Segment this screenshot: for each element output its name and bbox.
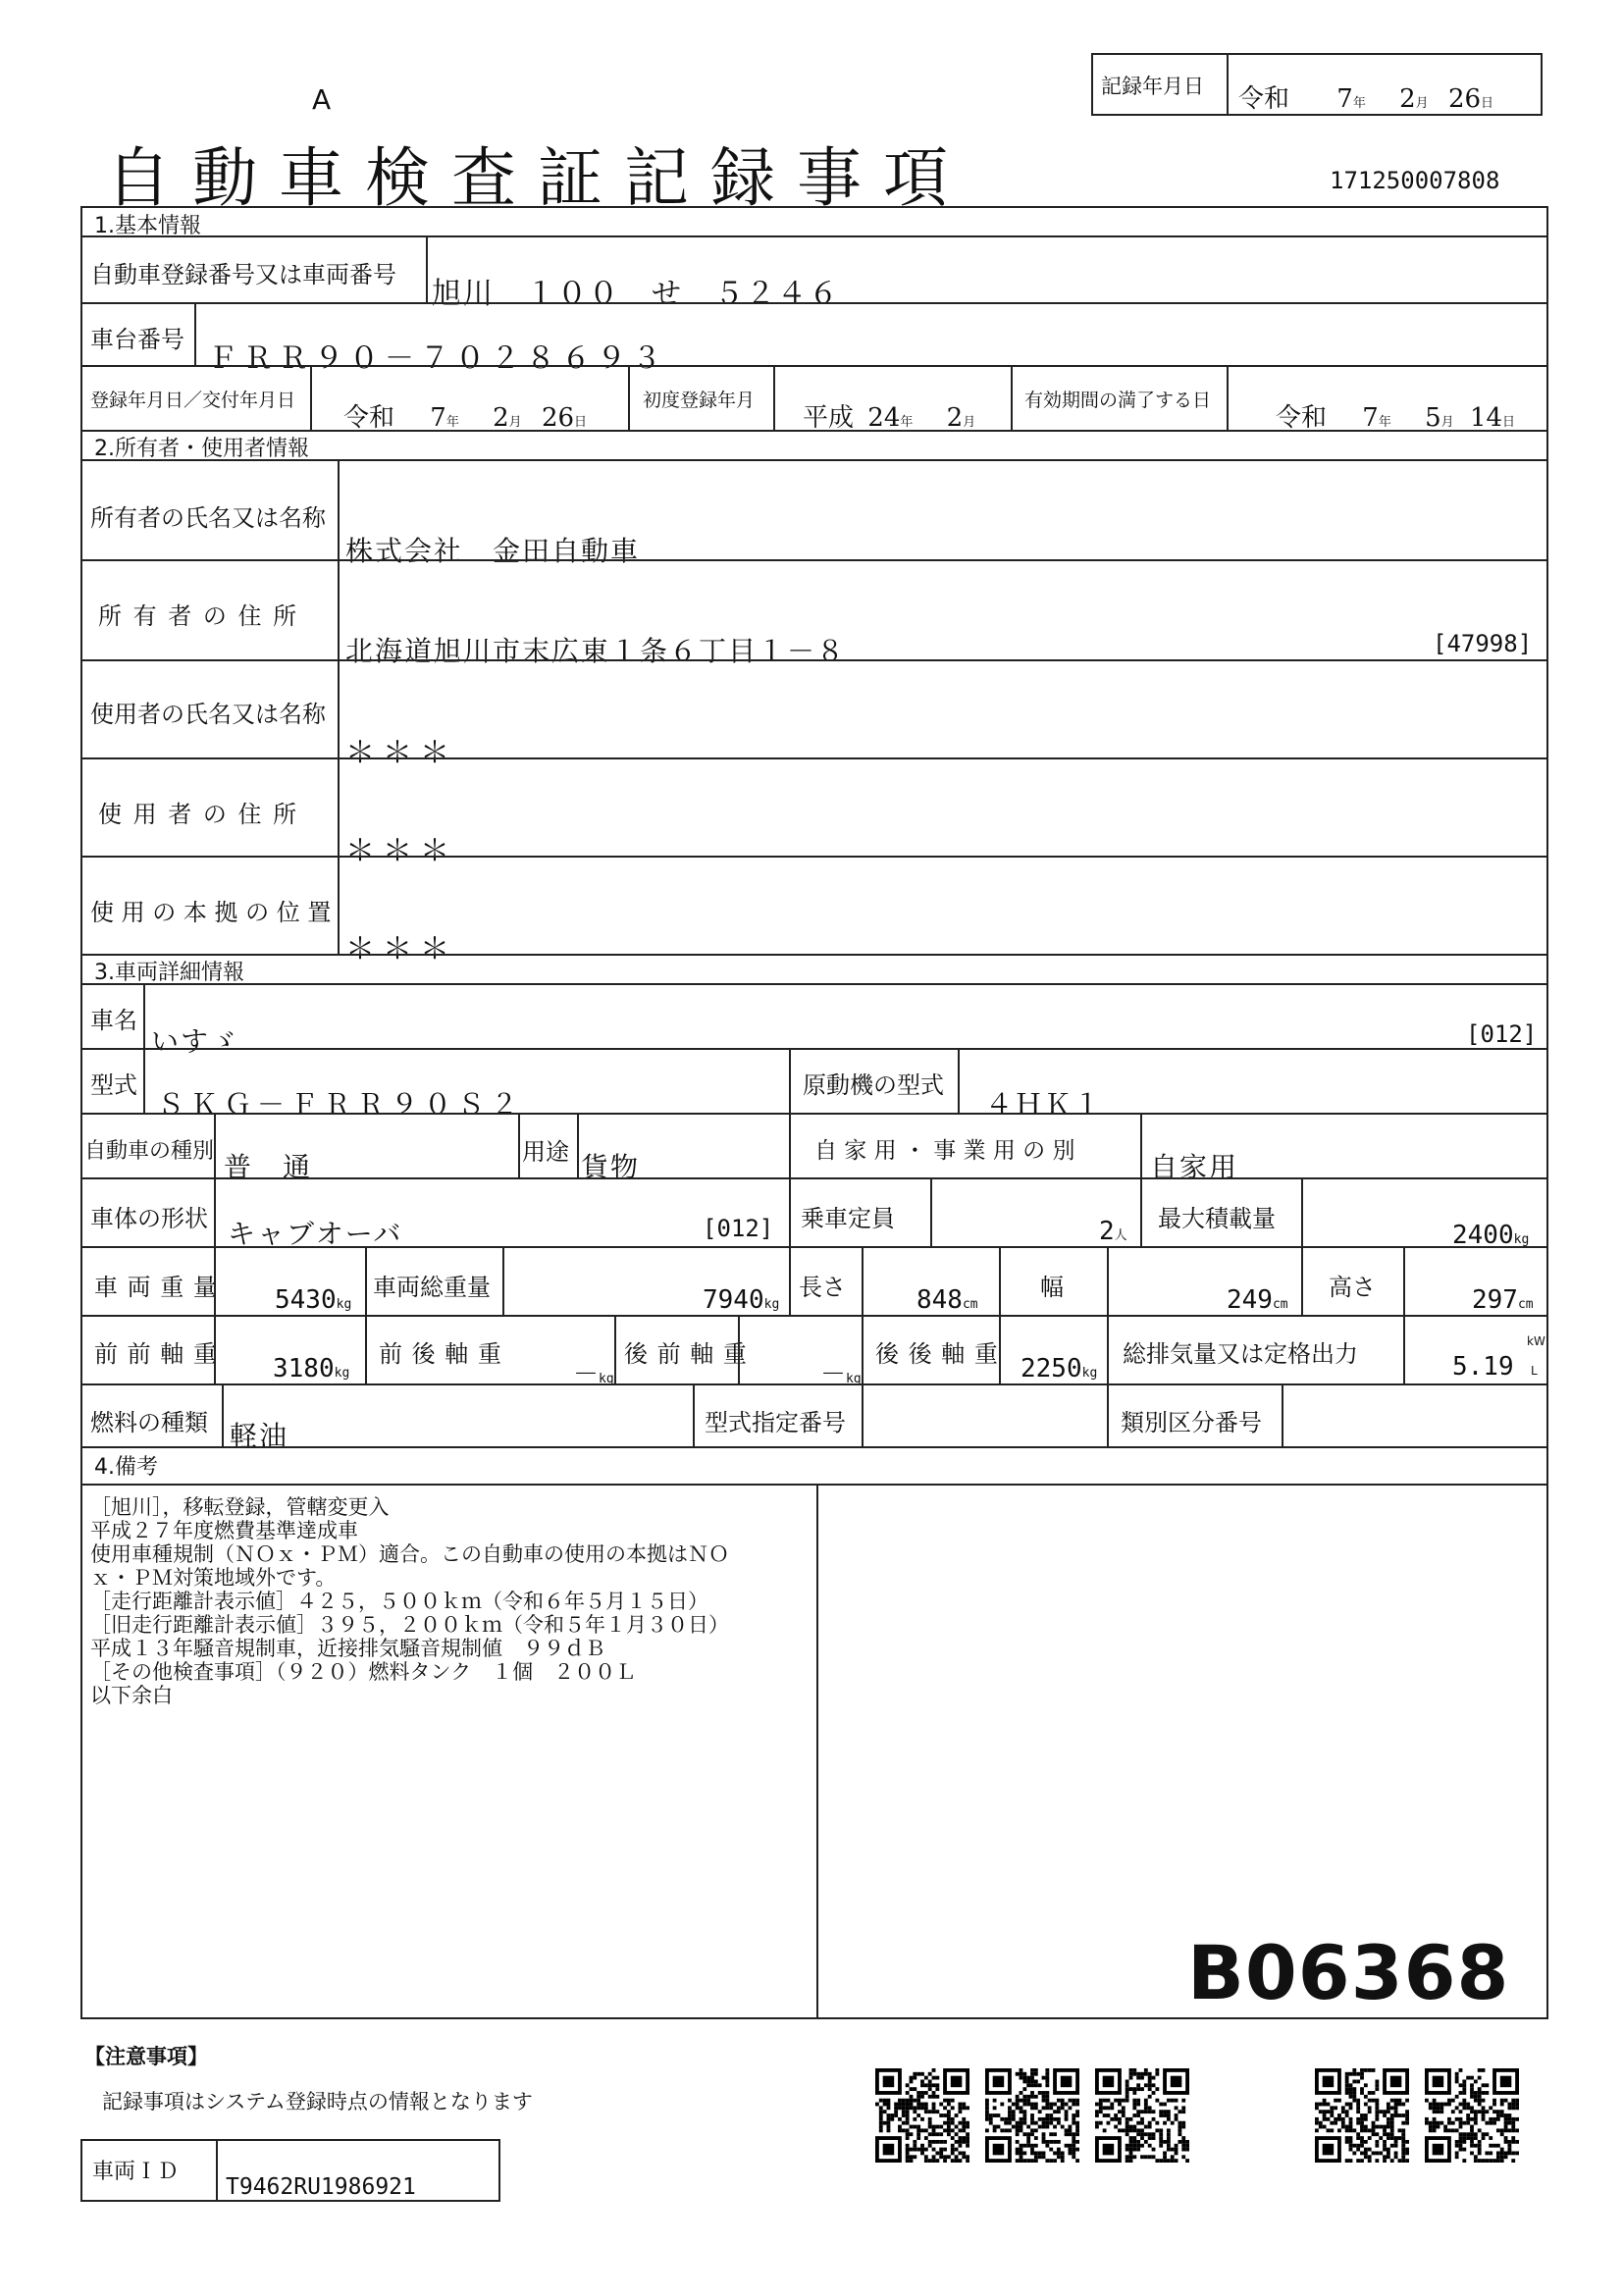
first-reg-label: 初度登録年月 [643,390,756,411]
body-code: [012] [703,1215,774,1242]
displacement: 5.19 [1452,1352,1514,1382]
remark-line: ［その他検査事項］（９２０）燃料タンク １個 ２００Ｌ [90,1660,637,1684]
qr-code-1 [875,2068,969,2163]
user-address-label: 使 用 者 の 住 所 [98,801,299,828]
maker-code: [012] [1466,1020,1538,1048]
remark-line: 使用車種規制（ＮＯｘ・ＰＭ）適合。この自動車の使用の本拠はＮＯ [90,1542,729,1566]
remark-line: 平成２７年度燃費基準達成車 [90,1519,358,1542]
remark-line: ［旭川］，移転登録，管轄変更入 [90,1495,390,1519]
record-date-label: 記録年月日 [1101,75,1204,98]
section-1-title: 1.基本情報 [94,214,201,238]
max-load-label: 最大積載量 [1158,1205,1276,1232]
expiry-label: 有効期間の満了する日 [1024,390,1212,411]
type-approval-label: 型式指定番号 [705,1409,846,1436]
caution-title: 【注意事項】 [84,2045,208,2068]
qr-code-2 [985,2068,1079,2163]
length: 848cm [916,1285,978,1315]
reg-number-label: 自動車登録番号又は車両番号 [90,261,396,288]
chassis-label: 車台番号 [90,326,184,353]
vehicle-kind: 普 通 [224,1151,313,1183]
reg-date: 令和 7年 2月 26日 [343,403,588,433]
width-label: 幅 [1040,1274,1064,1301]
displacement-label: 総排気量又は定格出力 [1123,1340,1358,1368]
reg-date-label: 登録年月日／交付年月日 [90,390,296,411]
engine-label: 原動機の型式 [803,1071,944,1099]
maker-label: 車名 [90,1007,137,1034]
model: ＳＫＧ－ＦＲＲ９０Ｓ２ [157,1088,525,1121]
capacity: 2人 [1099,1217,1127,1246]
expiry-date: 令和 7年 5月 14日 [1276,403,1516,433]
qr-code-5 [1425,2068,1519,2163]
class-label: 類別区分番号 [1121,1409,1262,1436]
body-shape: キャブオーバ [228,1218,403,1250]
stamp-number: B06368 [1187,1929,1510,2016]
base-location: ＊＊＊ [345,932,457,966]
user-address: ＊＊＊ [345,834,457,868]
reg-number: 旭川 １００ せ ５２４６ [432,277,840,311]
user-name-label: 使用者の氏名又は名称 [90,701,326,728]
body-label: 車体の形状 [90,1205,208,1232]
chassis-number: ＦＲＲ９０－７０２８６９３ [208,341,667,376]
displacement-unit-l: L [1531,1364,1538,1378]
base-location-label: 使 用 の 本 拠 の 位 置 [90,899,332,926]
qr-code-3 [1095,2068,1189,2163]
kind-label: 自動車の種別 [84,1139,215,1164]
weight-label: 車 両 重 量 [94,1274,218,1301]
section-3-title: 3.車両詳細情報 [94,961,244,985]
ff-axle: 3180kg [273,1354,350,1383]
fuel-label: 燃料の種類 [90,1409,208,1436]
ff-axle-label: 前 前 軸 重 [94,1340,218,1368]
gross-label: 車両総重量 [373,1274,491,1301]
rr-axle-label: 後 後 軸 重 [875,1340,999,1368]
fuel-type: 軽油 [230,1420,289,1452]
owner-name: 株式会社 金田自動車 [345,535,641,567]
first-reg-date: 平成 24年 2月 [803,403,976,433]
width: 249cm [1227,1285,1288,1315]
record-date: 令和 7年 2月 26日 [1238,84,1494,114]
model-label: 型式 [90,1071,137,1099]
rf-axle-label: 後 前 軸 重 [624,1340,748,1368]
fr-axle-label: 前 後 軸 重 [379,1340,502,1368]
owner-address-label: 所 有 者 の 住 所 [98,602,299,630]
private-use: 自家用 [1150,1151,1239,1183]
caution-text: 記録事項はシステム登録時点の情報となります [102,2090,533,2113]
rf-axle: －kg [820,1360,862,1389]
vehicle-id: T9462RU1986921 [226,2174,416,2200]
vehicle-id-label: 車両ＩＤ [92,2160,180,2184]
section-2-title: 2.所有者・使用者情報 [94,437,309,461]
private-label: 自 家 用 ・ 事 業 用 の 別 [814,1138,1075,1164]
length-label: 長さ [799,1274,846,1301]
rr-axle: 2250kg [1021,1354,1098,1383]
owner-name-label: 所有者の氏名又は名称 [90,504,326,532]
vehicle-use: 貨物 [581,1151,641,1183]
page-title: 自動車検査証記録事項 [106,140,969,216]
section-4-title: 4.備考 [94,1455,158,1480]
user-name: ＊＊＊ [345,736,457,770]
owner-address-code: [47998] [1433,630,1533,657]
displacement-unit-kw: kW [1527,1334,1545,1348]
weight: 5430kg [275,1285,352,1315]
remark-line: ［旧走行距離計表示値］３９５，２００ｋｍ（令和５年１月３０日） [90,1613,729,1637]
doc-number: 171250007808 [1330,167,1500,194]
fr-axle: －kg [573,1360,614,1389]
remark-line: ｘ・ＰＭ対策地域外です。 [90,1566,337,1590]
corner-mark: A [312,83,332,116]
owner-address: 北海道旭川市末広東１条６丁目１－８ [345,635,847,667]
use-label: 用途 [522,1138,569,1166]
height: 297cm [1472,1285,1534,1315]
gross-weight: 7940kg [703,1285,780,1315]
remark-line: 以下余白 [90,1684,173,1707]
maker: いすゞ [151,1025,240,1058]
height-label: 高さ [1329,1274,1376,1301]
remarks [90,1495,729,1707]
remark-line: 平成１３年騒音規制車，近接排気騒音規制値 ９９ｄＢ [90,1637,605,1660]
engine-model: ４ＨＫ１ [985,1088,1104,1121]
max-load: 2400kg [1452,1221,1530,1250]
qr-code-4 [1315,2068,1409,2163]
capacity-label: 乗車定員 [801,1205,895,1232]
remark-line: ［走行距離計表示値］４２５，５００ｋｍ（令和６年５月１５日） [90,1590,708,1613]
